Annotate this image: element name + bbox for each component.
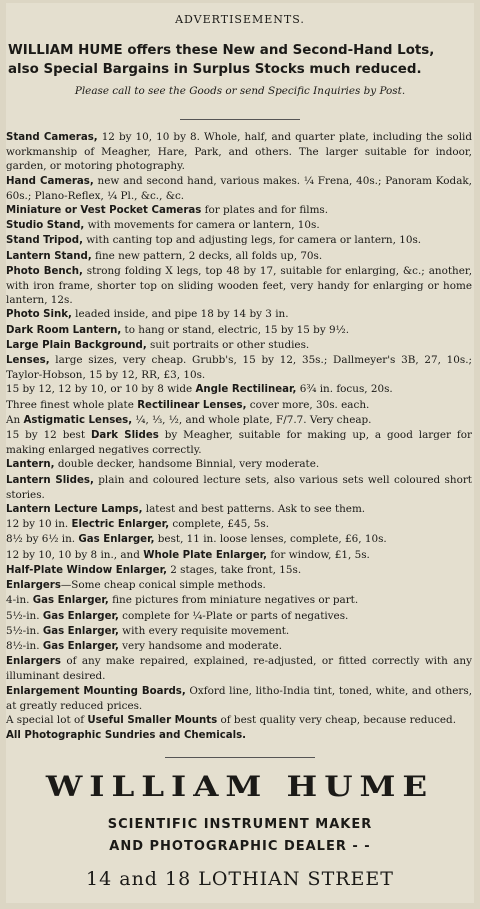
item-prefix: 12 by 10, 10 by 8 in., and: [6, 548, 144, 561]
item-title: Rectilinear Lenses,: [137, 399, 247, 411]
list-item: [6, 578, 472, 593]
item-title: Electric Enlarger,: [71, 519, 170, 531]
list-item: [6, 517, 472, 532]
list-item: [6, 353, 472, 382]
item-text: 2 stages, take front, 15s.: [166, 563, 302, 576]
tagline-2: AND PHOTOGRAPHIC DEALER - -: [109, 839, 371, 855]
item-text: by Meagher, suitable for making up, a good larger for making enlarged negatives correctly.: [6, 429, 472, 457]
item-title: Lantern Lecture Lamps,: [6, 504, 143, 516]
list-item: [6, 203, 472, 218]
item-text: for window, £1, 5s.: [267, 548, 370, 561]
item-title: Dark Room Lantern,: [6, 324, 122, 336]
item-title: Photo Bench,: [6, 265, 83, 277]
item-title: Gas Enlarger,: [42, 625, 119, 637]
item-text: —Some cheap conical simple methods.: [60, 579, 266, 592]
item-title: Angle Rectilinear,: [195, 384, 297, 396]
item-prefix: An: [6, 413, 24, 426]
tagline-1: SCIENTIFIC INSTRUMENT MAKER: [107, 817, 373, 833]
item-text: cover more, 30s. each.: [246, 398, 370, 411]
item-text: complete for ¼-Plate or parts of negatives.: [118, 609, 349, 622]
list-item: [6, 323, 472, 338]
item-title: Hand Cameras,: [6, 175, 94, 187]
item-title: Lenses,: [6, 355, 50, 367]
item-text: Oxford line, litho-India tint, toned, white, and others, at greatly reduced prices.: [6, 684, 473, 712]
item-text: ¼, ⅓, ½, and whole plate, F/7.7. Very cheap.: [132, 413, 372, 426]
list-item: [6, 174, 472, 203]
headline-line-1: WILLIAM HUME offers these New and Second-Hand Lots,: [8, 43, 435, 58]
item-text: new and second hand, various makes. ¼ Frena, 40s.; Panoram Kodak, 60s.; Plano-Reflex, ¼ Pl., &c., &c.: [6, 174, 472, 202]
list-item: [6, 609, 472, 624]
brand-name: WILLIAM HUME: [45, 770, 435, 804]
item-title: Miniature or Vest Pocket Cameras: [6, 205, 202, 217]
item-text: very handsome and moderate.: [118, 639, 282, 652]
item-title: Gas Enlarger,: [42, 640, 119, 652]
subhead: Please call to see the Goods or send Specific Inquiries by Post.: [74, 85, 406, 97]
item-prefix: 8½ by 6½ in.: [6, 533, 79, 546]
item-title: Useful Smaller Mounts: [87, 714, 218, 726]
item-prefix: 8½-in.: [6, 639, 43, 652]
item-title: All Photographic Sundries and Chemicals.: [6, 730, 247, 742]
list-item: [6, 249, 472, 264]
item-title: Enlargers: [6, 656, 61, 668]
divider: [180, 119, 300, 120]
headline-line-2: also Special Bargains in Surplus Stocks much reduced.: [8, 62, 422, 77]
list-item: [6, 639, 472, 654]
item-prefix: 5½-in.: [6, 624, 43, 637]
item-title: Gas Enlarger,: [32, 595, 109, 607]
item-prefix: A special lot of: [6, 713, 88, 726]
list-item: [6, 428, 472, 457]
item-text: plain and coloured lecture sets, also various sets well coloured short stories.: [6, 473, 472, 501]
list-item: [6, 502, 472, 517]
item-text: fine pictures from miniature negatives or part.: [108, 594, 359, 607]
item-text: with every requisite movement.: [118, 624, 290, 637]
list-item: [6, 654, 472, 683]
list-item: [6, 307, 472, 322]
item-prefix: 15 by 12, 12 by 10, or 10 by 8 wide: [6, 383, 196, 396]
list-item: [6, 338, 472, 353]
item-title: Half-Plate Window Enlarger,: [6, 564, 167, 576]
item-title: Stand Cameras,: [6, 132, 98, 143]
item-prefix: 15 by 12 best: [6, 429, 91, 442]
item-text: 12 by 10, 10 by 8. Whole, half, and quarter plate, including the solid workmanship of Meagher, Hare, Park, and others. The larger suitable for indoor, garden, or motoring photography.: [6, 131, 472, 173]
item-prefix: 4-in.: [6, 594, 33, 607]
item-text: for plates and for films.: [201, 204, 329, 217]
page-header: ADVERTISEMENTS.: [175, 13, 305, 26]
item-title: Lantern Slides,: [6, 474, 94, 486]
list-item: [6, 548, 472, 563]
item-title: Dark Slides: [90, 430, 159, 442]
list-item: [6, 624, 472, 639]
item-list: [6, 130, 474, 743]
list-item: [6, 233, 472, 248]
item-title: Lantern,: [6, 459, 55, 471]
item-text: with movements for camera or lantern, 10s.: [84, 219, 320, 232]
item-text: with canting top and adjusting legs, for camera or lantern, 10s.: [82, 234, 422, 247]
item-text: to hang or stand, electric, 15 by 15 by 9½.: [121, 323, 349, 336]
item-text: best, 11 in. loose lenses, complete, £6, 10s.: [154, 533, 387, 546]
list-item: [6, 684, 472, 713]
headline: [8, 41, 474, 79]
item-prefix: Three finest whole plate: [6, 398, 138, 411]
item-text: latest and best patterns. Ask to see them.: [142, 503, 366, 516]
list-item: [6, 563, 472, 578]
item-text: strong folding X legs, top 48 by 17, suitable for enlarging, &c.; another, with iron frame, shorter top on sliding wooden feet, very handy for enlarging or home lantern, 12s.: [6, 264, 472, 307]
list-item: [6, 713, 472, 728]
item-text: suit portraits or other studies.: [146, 338, 310, 351]
list-item: [6, 218, 472, 233]
list-item: [6, 264, 472, 308]
item-title: Stand Tripod,: [6, 235, 83, 247]
item-text: of best quality very cheap, because reduced.: [217, 713, 457, 726]
address: 14 and 18 LOTHIAN STREET: [86, 868, 394, 891]
item-text: 6¾ in. focus, 20s.: [296, 383, 393, 396]
item-title: Large Plain Background,: [6, 339, 147, 351]
list-item: [6, 728, 472, 743]
item-text: of any make repaired, explained, re-adjusted, or fitted correctly with any illuminant desired.: [6, 655, 472, 683]
list-item: [6, 130, 472, 174]
item-text: double decker, handsome Binnial, very moderate.: [54, 458, 320, 471]
item-prefix: 5½-in.: [6, 609, 43, 622]
item-title: Studio Stand,: [6, 220, 85, 232]
item-text: large sizes, very cheap. Grubb's, 15 by 12, 35s.; Dallmeyer's 3B, 27, 10s.; Taylor-Hobson, 15 by 12, RR, £3, 10s.: [6, 354, 472, 382]
item-title: Gas Enlarger,: [78, 534, 155, 546]
list-item: [6, 413, 472, 428]
list-item: [6, 532, 472, 547]
divider: [165, 757, 315, 758]
list-item: [6, 382, 472, 397]
item-title: Enlargers: [6, 580, 61, 592]
item-title: Enlargement Mounting Boards,: [6, 685, 186, 697]
list-item: [6, 398, 472, 413]
item-prefix: 12 by 10 in.: [6, 518, 72, 531]
item-text: leaded inside, and pipe 18 by 14 by 3 in.: [71, 308, 289, 321]
list-item: [6, 457, 472, 472]
item-title: Gas Enlarger,: [42, 610, 119, 622]
advertisement-page: [6, 3, 474, 903]
item-title: Photo Sink,: [6, 309, 72, 321]
item-title: Lantern Stand,: [6, 250, 92, 262]
item-text: complete, £45, 5s.: [169, 518, 270, 531]
item-title: Astigmatic Lenses,: [23, 414, 133, 426]
list-item: [6, 473, 472, 502]
item-title: Whole Plate Enlarger,: [143, 549, 268, 561]
list-item: [6, 593, 472, 608]
item-text: fine new pattern, 2 decks, all folds up, 70s.: [91, 249, 323, 262]
